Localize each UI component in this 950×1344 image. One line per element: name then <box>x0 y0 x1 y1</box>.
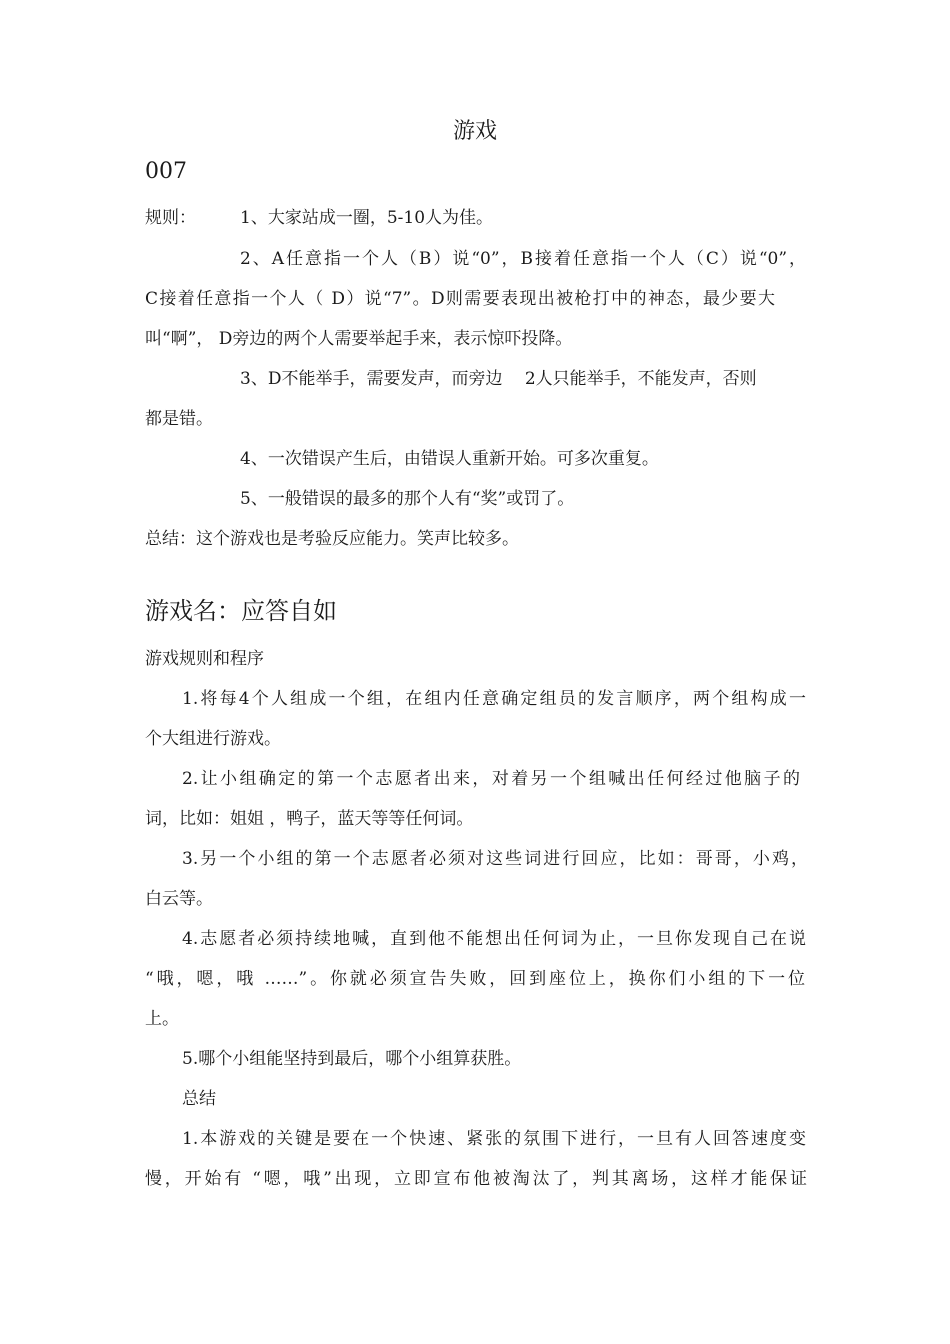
rule-1: 1、大家站成一圈，5-10人为佳。 <box>240 208 494 228</box>
step-1-line-2: 个大组进行游戏。 <box>145 729 281 749</box>
game1-name: 007 <box>145 159 187 184</box>
rule-3-line-2: 都是错。 <box>145 409 213 429</box>
game1-summary: 总结：这个游戏也是考验反应能力。笑声比较多。 <box>145 529 519 549</box>
game2-name: 游戏名：应答自如 <box>145 597 337 625</box>
rule-2-line-3: 叫“啊”， D旁边的两个人需要举起手来，表示惊吓投降。 <box>145 329 573 349</box>
summary-heading: 总结 <box>182 1089 216 1109</box>
rule-5: 5、一般错误的最多的那个人有“奖”或罚了。 <box>240 489 575 509</box>
step-4-line-2: “哦，嗯，哦 ……”。你就必须宣告失败，回到座位上，换你们小组的下一位 <box>145 969 805 989</box>
summary-1-line-1: 1.本游戏的关键是要在一个快速、紧张的氛围下进行，一旦有人回答速度变 <box>182 1129 806 1149</box>
rules-label: 规则： <box>145 208 196 228</box>
game2-subheading: 游戏规则和程序 <box>145 649 264 669</box>
step-4-line-1: 4.志愿者必须持续地喊，直到他不能想出任何词为止，一旦你发现自己在说 <box>182 929 806 949</box>
step-2-line-1: 2.让小组确定的第一个志愿者出来，对着另一个组喊出任何经过他脑子的 <box>182 769 800 789</box>
rule-3-line-1: 3、D不能举手，需要发声，而旁边 2人只能举手，不能发声，否则 <box>240 369 757 389</box>
step-4-line-3: 上。 <box>145 1009 179 1029</box>
rule-4: 4、一次错误产生后，由错误人重新开始。可多次重复。 <box>240 449 659 469</box>
page-title: 游戏 <box>452 119 497 144</box>
rule-2-line-2: C接着任意指一个人（ D）说“7”。D则需要表现出被枪打中的神态，最少要大 <box>145 289 775 309</box>
step-1-line-1: 1.将每4个人组成一个组，在组内任意确定组员的发言顺序，两个组构成一 <box>182 689 806 709</box>
step-5: 5.哪个小组能坚持到最后，哪个小组算获胜。 <box>182 1049 522 1069</box>
step-3-line-1: 3.另一个小组的第一个志愿者必须对这些词进行回应，比如：哥哥，小鸡， <box>182 849 808 869</box>
step-2-line-2: 词，比如：姐姐 ，鸭子，蓝天等等任何词。 <box>145 809 474 829</box>
step-3-line-2: 白云等。 <box>145 889 213 909</box>
summary-1-line-2: 慢，开始有 “嗯，哦”出现，立即宣布他被淘汰了，判其离场，这样才能保证 <box>145 1169 807 1189</box>
rule-2-line-1: 2、A任意指一个人（B）说“0”，B接着任意指一个人（C）说“0”， <box>240 249 806 269</box>
